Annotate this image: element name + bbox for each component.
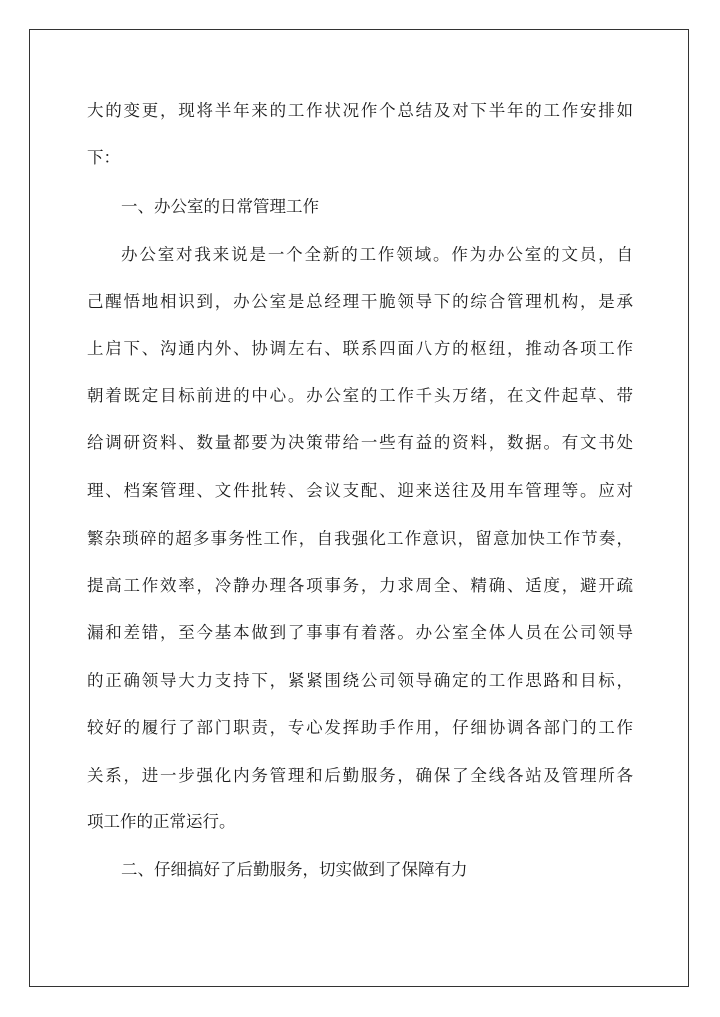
page-border xyxy=(29,29,689,987)
paragraph-line: 理、档案管理、文件批转、会议支配、迎来送往及用车管理等。应对 xyxy=(87,481,633,500)
paragraph-line: 大的变更，现将半年来的工作状况作个总结及对下半年的工作安排如 xyxy=(87,101,633,120)
paragraph-line: 朝着既定目标前进的中心。办公室的工作千头万绪，在文件起草、带 xyxy=(87,386,633,405)
paragraph-line: 的正确领导大力支持下，紧紧围绕公司领导确定的工作思路和目标， xyxy=(87,671,633,690)
paragraph-line: 较好的履行了部门职责，专心发挥助手作用，仔细协调各部门的工作 xyxy=(87,718,633,737)
paragraph-line: 己醒悟地相识到，办公室是总经理干脆领导下的综合管理机构，是承 xyxy=(87,292,633,311)
paragraph-line: 办公室对我来说是一个全新的工作领域。作为办公室的文员，自 xyxy=(121,245,633,264)
section-heading: 二、仔细搞好了后勤服务，切实做到了保障有力 xyxy=(121,860,468,879)
paragraph-line: 上启下、沟通内外、协调左右、联系四面八方的枢纽，推动各项工作 xyxy=(87,339,633,358)
paragraph-line: 项工作的正常运行。 xyxy=(87,812,236,831)
paragraph-line: 下： xyxy=(87,148,120,167)
paragraph-line: 给调研资料、数量都要为决策带给一些有益的资料，数据。有文书处 xyxy=(87,433,633,452)
paragraph-line: 关系，进一步强化内务管理和后勤服务，确保了全线各站及管理所各 xyxy=(87,766,633,785)
section-heading: 一、办公室的日常管理工作 xyxy=(121,197,319,216)
paragraph-line: 繁杂琐碎的超多事务性工作，自我强化工作意识，留意加快工作节奏， xyxy=(87,529,633,548)
paragraph-line: 漏和差错，至今基本做到了事事有着落。办公室全体人员在公司领导 xyxy=(87,623,633,642)
paragraph-line: 提高工作效率，冷静办理各项事务，力求周全、精确、适度，避开疏 xyxy=(87,576,633,595)
